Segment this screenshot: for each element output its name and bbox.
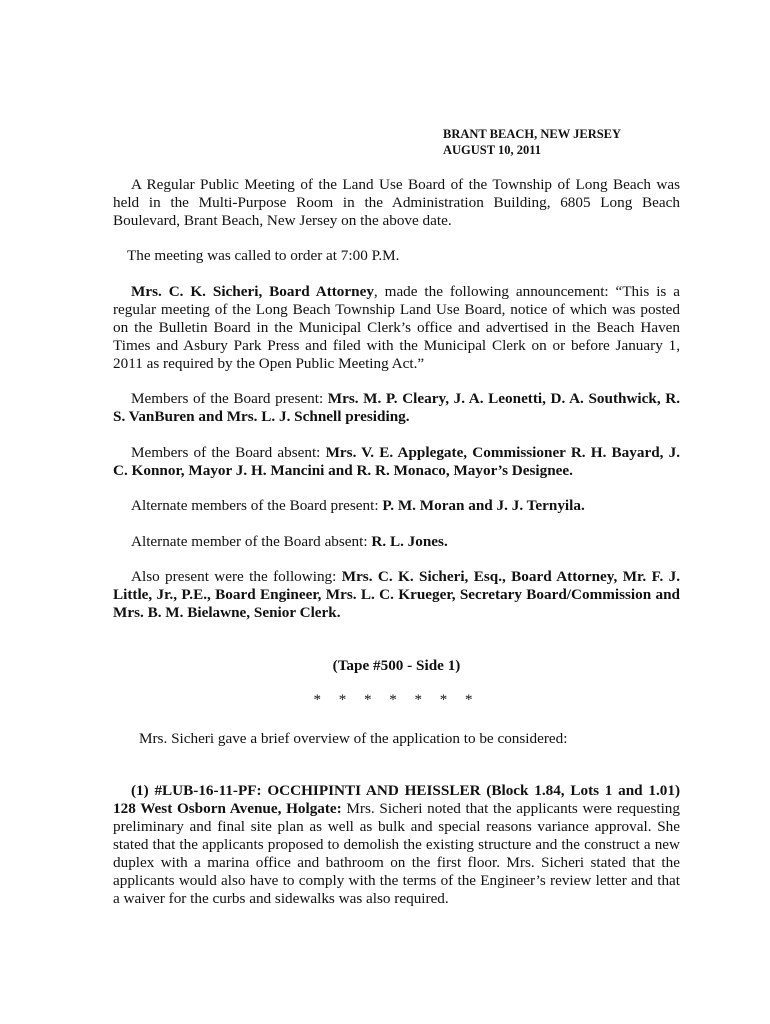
call-to-order-paragraph: The meeting was called to order at 7:00 P.M. [127, 247, 400, 264]
members-present-paragraph [113, 390, 680, 426]
overview-paragraph: Mrs. Sicheri gave a brief overview of the application to be considered: [139, 730, 568, 747]
section-divider: * * * * * * * [313, 692, 480, 708]
members-present-names: Mrs. M. P. Cleary, J. A. Leonetti, D. A. Southwick, R. S. VanBuren and Mrs. L. J. Schnell presiding. [113, 390, 680, 425]
header-date: AUGUST 10, 2011 [443, 143, 542, 157]
announcement-text: , made the following announcement: “This is a regular meeting of the Long Beach Township Land Use Board, notice of which was posted on the Bulletin Board in the Municipal Clerk’s office and advertised in the Beach Haven Times and Asbury Park Press and filed with the Municipal Clerk on or before January 1, 2011 as required by the Open Public Meeting Act.” [113, 283, 680, 372]
announcement-paragraph [113, 283, 680, 373]
application-title: (1) #LUB-16-11-PF: OCCHIPINTI AND HEISSLER (Block 1.84, Lots 1 and 1.01) 128 West Osborn Avenue, Holgate: [113, 782, 680, 817]
alternate-absent-label: Alternate member of the Board absent: [131, 533, 372, 550]
alternates-present-paragraph [113, 497, 680, 515]
tape-label: (Tape #500 - Side 1) [332, 657, 461, 674]
document-header [443, 126, 621, 158]
members-absent-paragraph [113, 444, 680, 480]
alternates-present-label: Alternate members of the Board present: [131, 497, 383, 514]
also-present-names: Mrs. C. K. Sicheri, Esq., Board Attorney, Mr. F. J. Little, Jr., P.E., Board Engineer, Mrs. L. C. Krueger, Secretary Board/Commission and Mrs. B. M. Bielawne, Senior Clerk. [113, 568, 680, 621]
header-location: BRANT BEACH, NEW JERSEY [443, 127, 622, 141]
announcement-speaker: Mrs. C. K. Sicheri, Board Attorney [131, 283, 374, 300]
alternate-absent-names: R. L. Jones. [371, 533, 448, 550]
application-paragraph [113, 782, 680, 908]
members-absent-label: Members of the Board absent: [131, 444, 326, 461]
members-absent-names: Mrs. V. E. Applegate, Commissioner R. H. Bayard, J. C. Konnor, Mayor J. H. Mancini and R. R. Monaco, Mayor’s Designee. [113, 444, 681, 479]
application-text: Mrs. Sicheri noted that the applicants were requesting preliminary and final site plan as well as bulk and special reasons variance approval. She stated that the applicants proposed to demolish the existing structure and the construct a new duplex with a marina office and bathroom on the first floor. Mrs. Sicheri stated that the applicants would also have to comply with the terms of the Engineer’s review letter and that a waiver for the curbs and sidewalks was also required. [113, 800, 680, 907]
also-present-label: Also present were the following: [131, 568, 342, 585]
alternate-absent-paragraph [113, 533, 680, 551]
members-present-label: Members of the Board present: [131, 390, 328, 407]
opening-paragraph: A Regular Public Meeting of the Land Use Board of the Township of Long Beach was held in the Multi-Purpose Room in the Administration Building, 6805 Long Beach Boulevard, Brant Beach, New Jersey on the above date. [113, 176, 680, 229]
also-present-paragraph [113, 568, 680, 622]
alternates-present-names: P. M. Moran and J. J. Ternyila. [382, 497, 585, 514]
